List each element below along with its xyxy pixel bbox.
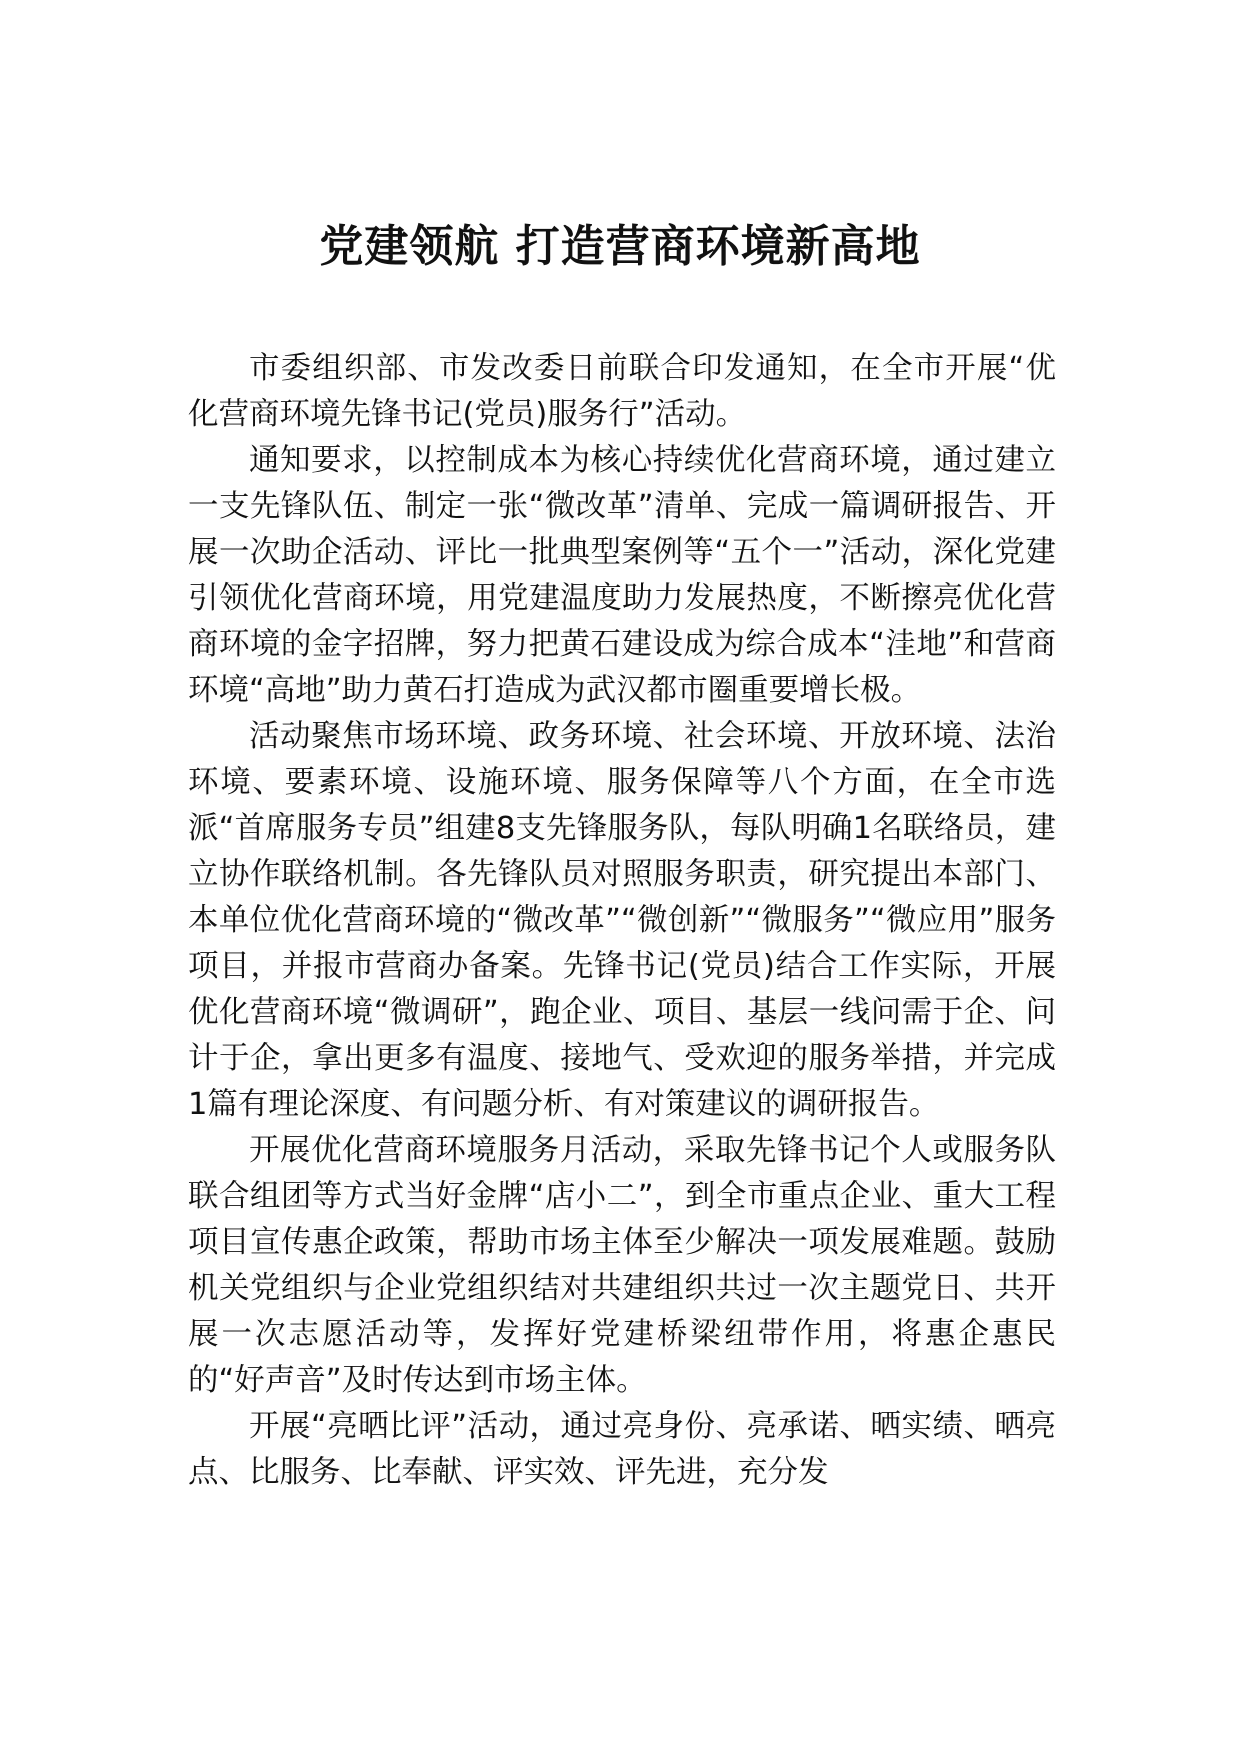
paragraph-1: 市委组织部、市发改委日前联合印发通知，在全市开展“优化营商环境先锋书记(党员)服务行”活动。 <box>188 351 1056 432</box>
document-title: 党建领航 打造营商环境新高地 <box>319 221 921 272</box>
paragraph-4: 开展优化营商环境服务月活动，采取先锋书记个人或服务队联合组团等方式当好金牌“店小二”，到全市重点企业、重大工程项目宣传惠企政策，帮助市场主体至少解决一项发展难题。鼓励机关党组织与企业党组织结对共建组织共过一次主题党日、共开展一次志愿活动等，发挥好党建桥梁纽带作用，将惠企惠民的“好声音”及时传达到市场主体。 <box>188 1133 1056 1398</box>
document-body <box>188 346 1056 1496</box>
paragraph-5: 开展“亮晒比评”活动，通过亮身份、亮承诺、晒实绩、晒亮点、比服务、比奉献、评实效、评先进，充分发 <box>188 1409 1056 1490</box>
paragraph-3: 活动聚焦市场环境、政务环境、社会环境、开放环境、法治环境、要素环境、设施环境、服务保障等八个方面，在全市选派“首席服务专员”组建8支先锋服务队，每队明确1名联络员，建立协作联络机制。各先锋队员对照服务职责，研究提出本部门、本单位优化营商环境的“微改革”“微创新”“微服务”“微应用”服务项目，并报市营商办备案。先锋书记(党员)结合工作实际，开展优化营商环境“微调研”，跑企业、项目、基层一线问需于企、问计于企，拿出更多有温度、接地气、受欢迎的服务举措，并完成1篇有理论深度、有问题分析、有对策建议的调研报告。 <box>188 719 1056 1122</box>
paragraph-2: 通知要求，以控制成本为核心持续优化营商环境，通过建立一支先锋队伍、制定一张“微改革”清单、完成一篇调研报告、开展一次助企活动、评比一批典型案例等“五个一”活动，深化党建引领优化营商环境，用党建温度助力发展热度，不断擦亮优化营商环境的金字招牌，努力把黄石建设成为综合成本“洼地”和营商环境“高地”助力黄石打造成为武汉都市圈重要增长极。 <box>188 443 1056 708</box>
